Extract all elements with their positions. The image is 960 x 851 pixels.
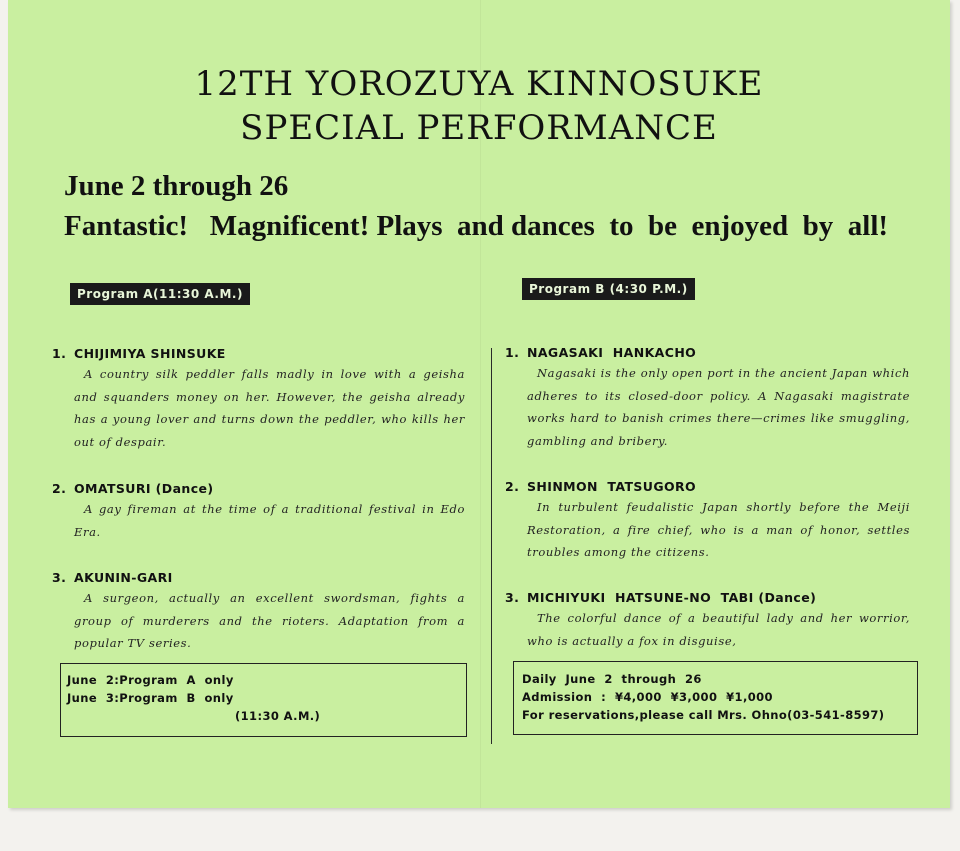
main-title-line-1: 12TH YOROZUYA KINNOSUKE	[194, 64, 764, 104]
item-number: 1.	[505, 345, 520, 360]
schedule-line-2: June 3:Program B only	[67, 691, 234, 705]
item-description: A gay fireman at the time of a traditional festival in Edo Era.	[74, 502, 465, 539]
info-line-admission: Admission : ¥4,000 ¥3,000 ¥1,000	[522, 690, 773, 704]
program-a-item-2	[52, 481, 465, 543]
item-title: NAGASAKI HANKACHO	[527, 345, 697, 360]
item-title: MICHIYUKI HATSUNE-NO TABI (Dance)	[527, 590, 817, 605]
item-heading	[52, 570, 465, 585]
schedule-line-1: June 2:Program A only	[67, 673, 234, 687]
column-divider	[491, 348, 492, 744]
item-description: A country silk peddler falls madly in love with a geisha and squanders money on her. However, the geisha already has a young lover and turns down the peddler, who kills her out of despair.	[74, 367, 465, 449]
program-b-info-box	[513, 661, 918, 735]
program-b-badge: Program B (4:30 P.M.)	[522, 278, 695, 300]
program-a-badge: Program A(11:30 A.M.)	[70, 283, 250, 305]
item-heading	[52, 346, 465, 361]
item-description: The colorful dance of a beautiful lady and her worrior, who is actually a fox in disguise,	[527, 611, 910, 648]
item-number: 3.	[52, 570, 67, 585]
item-heading	[505, 479, 910, 494]
item-title: CHIJIMIYA SHINSUKE	[74, 346, 226, 361]
info-line-reservations: For reservations,please call Mrs. Ohno(03-541-8597)	[522, 708, 885, 722]
program-a-item-1	[52, 346, 465, 453]
item-number: 3.	[505, 590, 520, 605]
item-description: Nagasaki is the only open port in the ancient Japan which adheres to its closed-door policy. A Nagasaki magistrate works hard to banish crimes there—crimes like smuggling, gambling and bribery.	[527, 366, 910, 448]
flyer-sheet	[8, 0, 950, 808]
dates-line: June 2 through 26	[64, 170, 289, 202]
item-description: In turbulent feudalistic Japan shortly before the Meiji Restoration, a fire chief, who is a man of honor, settles troubles among the citizens.	[527, 500, 910, 559]
program-b-item-1	[505, 345, 910, 452]
item-number: 2.	[505, 479, 520, 494]
item-heading	[52, 481, 465, 496]
program-b-item-2	[505, 479, 910, 564]
item-title: SHINMON TATSUGORO	[527, 479, 697, 494]
info-line-dates: Daily June 2 through 26	[522, 672, 702, 686]
program-a-schedule-box	[60, 663, 467, 737]
item-heading	[505, 590, 910, 605]
item-number: 2.	[52, 481, 67, 496]
item-title: OMATSURI (Dance)	[74, 481, 214, 496]
item-description: A surgeon, actually an excellent swordsman, fights a group of murderers and the rioters. Adaptation from a popular TV series.	[74, 591, 465, 650]
program-b-item-3	[505, 590, 910, 652]
item-number: 1.	[52, 346, 67, 361]
item-heading	[505, 345, 910, 360]
tagline: Fantastic! Magnificent! Plays and dances to be enjoyed by all!	[64, 210, 889, 242]
main-title-line-2: SPECIAL PERFORMANCE	[240, 108, 718, 148]
item-title: AKUNIN-GARI	[74, 570, 173, 585]
schedule-line-3: (11:30 A.M.)	[235, 709, 321, 723]
program-a-item-3	[52, 570, 465, 655]
